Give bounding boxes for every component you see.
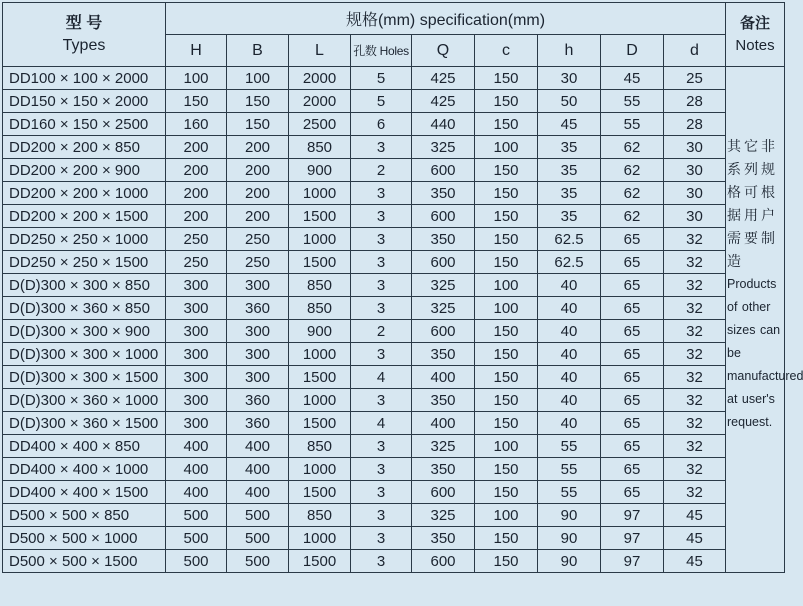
cell-Q: 325: [412, 274, 475, 297]
table-row: [3, 343, 785, 366]
cell-holes: 3: [351, 458, 412, 481]
cell-d: 32: [664, 343, 726, 366]
cell-B: 500: [227, 504, 289, 527]
cell-L: 1000: [289, 389, 351, 412]
cell-Q: 325: [412, 504, 475, 527]
cell-H: 300: [166, 366, 227, 389]
cell-B: 200: [227, 182, 289, 205]
cell-Q: 600: [412, 320, 475, 343]
spec-header: [166, 3, 726, 35]
cell-H: 160: [166, 113, 227, 136]
cell-holes: 5: [351, 67, 412, 90]
cell-type: DD200 × 200 × 1000: [3, 182, 166, 205]
cell-h: 35: [538, 136, 601, 159]
cell-holes: 4: [351, 412, 412, 435]
cell-c: 150: [475, 320, 538, 343]
spec-table: [2, 2, 803, 573]
cell-B: 300: [227, 366, 289, 389]
cell-type: D(D)300 × 300 × 900: [3, 320, 166, 343]
cell-d: 30: [664, 159, 726, 182]
cell-h: 40: [538, 343, 601, 366]
table-row: [3, 274, 785, 297]
table-row: [3, 389, 785, 412]
table-row: [3, 412, 785, 435]
cell-d: 32: [664, 320, 726, 343]
cell-H: 300: [166, 412, 227, 435]
table-row: [3, 136, 785, 159]
cell-B: 360: [227, 297, 289, 320]
cell-L: 1500: [289, 481, 351, 504]
cell-d: 32: [664, 458, 726, 481]
col-header-c: c: [475, 35, 538, 67]
cell-Q: 600: [412, 159, 475, 182]
cell-D: 65: [601, 366, 664, 389]
cell-h: 40: [538, 412, 601, 435]
notes-header-en: Notes: [735, 36, 775, 54]
cell-type: DD400 × 400 × 850: [3, 435, 166, 458]
cell-d: 30: [664, 136, 726, 159]
cell-B: 400: [227, 458, 289, 481]
table-row: [3, 550, 785, 573]
col-header-Q: Q: [412, 35, 475, 67]
cell-H: 300: [166, 297, 227, 320]
notes-header: [726, 3, 785, 67]
cell-holes: 3: [351, 274, 412, 297]
cell-D: 65: [601, 481, 664, 504]
cell-type: D(D)300 × 360 × 1500: [3, 412, 166, 435]
cell-type: D(D)300 × 300 × 1500: [3, 366, 166, 389]
cell-d: 28: [664, 113, 726, 136]
cell-H: 150: [166, 90, 227, 113]
cell-D: 55: [601, 113, 664, 136]
cell-d: 32: [664, 481, 726, 504]
cell-B: 150: [227, 113, 289, 136]
cell-type: D500 × 500 × 1500: [3, 550, 166, 573]
cell-type: DD150 × 150 × 2000: [3, 90, 166, 113]
cell-D: 62: [601, 182, 664, 205]
cell-H: 200: [166, 159, 227, 182]
cell-B: 400: [227, 435, 289, 458]
cell-d: 32: [664, 297, 726, 320]
cell-h: 35: [538, 159, 601, 182]
table-row: [3, 458, 785, 481]
cell-L: 1000: [289, 458, 351, 481]
cell-D: 65: [601, 412, 664, 435]
types-header-en: Types: [62, 36, 106, 54]
cell-L: 1000: [289, 527, 351, 550]
table-row: [3, 159, 785, 182]
cell-c: 100: [475, 136, 538, 159]
header-row-top: [3, 3, 785, 35]
cell-Q: 600: [412, 205, 475, 228]
cell-L: 1000: [289, 182, 351, 205]
cell-h: 35: [538, 182, 601, 205]
cell-L: 900: [289, 320, 351, 343]
cell-H: 400: [166, 458, 227, 481]
cell-h: 90: [538, 527, 601, 550]
cell-Q: 600: [412, 550, 475, 573]
cell-d: 25: [664, 67, 726, 90]
cell-h: 50: [538, 90, 601, 113]
table-row: [3, 320, 785, 343]
cell-B: 250: [227, 228, 289, 251]
cell-d: 28: [664, 90, 726, 113]
cell-c: 150: [475, 343, 538, 366]
cell-type: D(D)300 × 360 × 850: [3, 297, 166, 320]
cell-Q: 350: [412, 458, 475, 481]
cell-Q: 440: [412, 113, 475, 136]
notes-text-cn: 其它非系列规格可根据用户需要制造: [727, 138, 779, 269]
cell-c: 150: [475, 527, 538, 550]
cell-h: 62.5: [538, 251, 601, 274]
cell-Q: 600: [412, 481, 475, 504]
table-body: [3, 67, 803, 573]
cell-holes: 3: [351, 527, 412, 550]
cell-D: 45: [601, 67, 664, 90]
types-header: [3, 3, 166, 67]
cell-L: 2500: [289, 113, 351, 136]
cell-c: 100: [475, 435, 538, 458]
cell-D: 97: [601, 527, 664, 550]
cell-holes: 5: [351, 90, 412, 113]
cell-type: DD400 × 400 × 1000: [3, 458, 166, 481]
cell-h: 35: [538, 205, 601, 228]
cell-B: 300: [227, 343, 289, 366]
cell-B: 500: [227, 527, 289, 550]
col-header-holes: 孔数 Holes: [351, 35, 412, 67]
table-row: [3, 481, 785, 504]
spec-table-sheet: [2, 2, 803, 604]
cell-holes: 3: [351, 435, 412, 458]
cell-d: 30: [664, 205, 726, 228]
cell-D: 65: [601, 320, 664, 343]
cell-c: 150: [475, 159, 538, 182]
col-header-d: d: [664, 35, 726, 67]
cell-Q: 600: [412, 251, 475, 274]
spec-header-label: 规格(mm) specification(mm): [345, 12, 546, 29]
cell-H: 200: [166, 182, 227, 205]
cell-type: DD200 × 200 × 900: [3, 159, 166, 182]
cell-H: 250: [166, 228, 227, 251]
table-row: [3, 113, 785, 136]
cell-holes: 3: [351, 481, 412, 504]
cell-type: D(D)300 × 360 × 1000: [3, 389, 166, 412]
cell-L: 850: [289, 136, 351, 159]
table-row: [3, 182, 785, 205]
cell-H: 300: [166, 343, 227, 366]
cell-holes: 3: [351, 504, 412, 527]
cell-D: 97: [601, 504, 664, 527]
cell-D: 62: [601, 136, 664, 159]
cell-h: 40: [538, 320, 601, 343]
cell-c: 150: [475, 458, 538, 481]
cell-c: 150: [475, 182, 538, 205]
table-row: [3, 435, 785, 458]
cell-D: 65: [601, 274, 664, 297]
cell-L: 1500: [289, 366, 351, 389]
cell-Q: 425: [412, 90, 475, 113]
cell-Q: 350: [412, 527, 475, 550]
cell-h: 55: [538, 481, 601, 504]
cell-holes: 3: [351, 136, 412, 159]
cell-D: 97: [601, 550, 664, 573]
cell-type: DD100 × 100 × 2000: [3, 67, 166, 90]
cell-H: 200: [166, 205, 227, 228]
cell-Q: 350: [412, 228, 475, 251]
cell-holes: 4: [351, 366, 412, 389]
cell-c: 100: [475, 274, 538, 297]
cell-B: 200: [227, 136, 289, 159]
cell-type: DD200 × 200 × 1500: [3, 205, 166, 228]
cell-c: 150: [475, 481, 538, 504]
cell-L: 1500: [289, 205, 351, 228]
cell-holes: 3: [351, 182, 412, 205]
table-row: [3, 527, 785, 550]
cell-Q: 350: [412, 389, 475, 412]
cell-D: 65: [601, 435, 664, 458]
cell-d: 45: [664, 550, 726, 573]
cell-B: 360: [227, 412, 289, 435]
cell-B: 360: [227, 389, 289, 412]
cell-c: 150: [475, 550, 538, 573]
cell-D: 62: [601, 159, 664, 182]
cell-type: DD200 × 200 × 850: [3, 136, 166, 159]
cell-Q: 325: [412, 136, 475, 159]
col-header-h: h: [538, 35, 601, 67]
cell-Q: 400: [412, 366, 475, 389]
cell-H: 500: [166, 504, 227, 527]
cell-B: 500: [227, 550, 289, 573]
table-row: [3, 90, 785, 113]
cell-D: 65: [601, 343, 664, 366]
cell-B: 200: [227, 205, 289, 228]
cell-c: 150: [475, 251, 538, 274]
table-row: [3, 67, 785, 90]
col-header-D: D: [601, 35, 664, 67]
col-header-H: H: [166, 35, 227, 67]
cell-H: 300: [166, 274, 227, 297]
table-row: [3, 366, 785, 389]
cell-holes: 2: [351, 159, 412, 182]
cell-L: 2000: [289, 90, 351, 113]
cell-h: 90: [538, 504, 601, 527]
cell-type: DD250 × 250 × 1000: [3, 228, 166, 251]
table-row: [3, 504, 785, 527]
cell-holes: 3: [351, 550, 412, 573]
cell-d: 45: [664, 504, 726, 527]
cell-L: 900: [289, 159, 351, 182]
cell-d: 45: [664, 527, 726, 550]
cell-h: 40: [538, 297, 601, 320]
cell-B: 150: [227, 90, 289, 113]
cell-holes: 3: [351, 389, 412, 412]
cell-h: 40: [538, 389, 601, 412]
cell-D: 55: [601, 90, 664, 113]
cell-type: D(D)300 × 300 × 1000: [3, 343, 166, 366]
cell-H: 200: [166, 136, 227, 159]
col-header-B: B: [227, 35, 289, 67]
table-row: [3, 297, 785, 320]
cell-L: 1000: [289, 228, 351, 251]
cell-L: 1500: [289, 251, 351, 274]
cell-d: 32: [664, 228, 726, 251]
cell-d: 32: [664, 366, 726, 389]
cell-Q: 325: [412, 297, 475, 320]
cell-D: 62: [601, 205, 664, 228]
cell-D: 65: [601, 297, 664, 320]
cell-Q: 400: [412, 412, 475, 435]
cell-type: DD250 × 250 × 1500: [3, 251, 166, 274]
cell-h: 40: [538, 366, 601, 389]
cell-Q: 425: [412, 67, 475, 90]
cell-L: 2000: [289, 67, 351, 90]
cell-H: 300: [166, 320, 227, 343]
cell-c: 150: [475, 228, 538, 251]
cell-h: 45: [538, 113, 601, 136]
cell-H: 500: [166, 550, 227, 573]
cell-L: 1500: [289, 550, 351, 573]
cell-c: 150: [475, 67, 538, 90]
cell-holes: 3: [351, 251, 412, 274]
cell-d: 32: [664, 389, 726, 412]
cell-B: 300: [227, 320, 289, 343]
cell-H: 500: [166, 527, 227, 550]
cell-L: 850: [289, 435, 351, 458]
cell-D: 65: [601, 251, 664, 274]
cell-L: 850: [289, 504, 351, 527]
cell-B: 250: [227, 251, 289, 274]
cell-c: 100: [475, 504, 538, 527]
cell-d: 32: [664, 251, 726, 274]
cell-d: 32: [664, 274, 726, 297]
cell-holes: 6: [351, 113, 412, 136]
cell-holes: 3: [351, 205, 412, 228]
cell-holes: 3: [351, 343, 412, 366]
cell-L: 1500: [289, 412, 351, 435]
cell-h: 55: [538, 435, 601, 458]
cell-Q: 325: [412, 435, 475, 458]
cell-h: 55: [538, 458, 601, 481]
table-row: [3, 205, 785, 228]
cell-B: 200: [227, 159, 289, 182]
cell-d: 32: [664, 435, 726, 458]
cell-L: 1000: [289, 343, 351, 366]
cell-D: 65: [601, 228, 664, 251]
cell-h: 90: [538, 550, 601, 573]
cell-H: 400: [166, 481, 227, 504]
cell-Q: 350: [412, 182, 475, 205]
cell-c: 100: [475, 297, 538, 320]
table-row: [3, 251, 785, 274]
cell-h: 30: [538, 67, 601, 90]
cell-B: 400: [227, 481, 289, 504]
cell-holes: 3: [351, 297, 412, 320]
cell-H: 400: [166, 435, 227, 458]
cell-type: DD400 × 400 × 1500: [3, 481, 166, 504]
types-header-cn: 型 号: [65, 14, 103, 32]
cell-type: DD160 × 150 × 2500: [3, 113, 166, 136]
cell-Q: 350: [412, 343, 475, 366]
cell-D: 65: [601, 458, 664, 481]
notes-header-cn: 备注: [740, 14, 771, 32]
cell-c: 150: [475, 389, 538, 412]
cell-type: D500 × 500 × 1000: [3, 527, 166, 550]
cell-type: D500 × 500 × 850: [3, 504, 166, 527]
cell-L: 850: [289, 297, 351, 320]
col-header-L: L: [289, 35, 351, 67]
cell-type: D(D)300 × 300 × 850: [3, 274, 166, 297]
cell-H: 300: [166, 389, 227, 412]
cell-h: 40: [538, 274, 601, 297]
cell-d: 30: [664, 182, 726, 205]
cell-H: 250: [166, 251, 227, 274]
cell-c: 150: [475, 366, 538, 389]
cell-holes: 2: [351, 320, 412, 343]
cell-c: 150: [475, 113, 538, 136]
cell-d: 32: [664, 412, 726, 435]
cell-c: 150: [475, 90, 538, 113]
table-row: [3, 228, 785, 251]
notes-cell: [726, 67, 803, 573]
cell-holes: 3: [351, 228, 412, 251]
cell-B: 100: [227, 67, 289, 90]
cell-B: 300: [227, 274, 289, 297]
cell-L: 850: [289, 274, 351, 297]
cell-D: 65: [601, 389, 664, 412]
notes-text-en: Products of other sizes can be manufactured at user's request.: [727, 277, 803, 429]
cell-H: 100: [166, 67, 227, 90]
cell-c: 150: [475, 205, 538, 228]
cell-c: 150: [475, 412, 538, 435]
cell-h: 62.5: [538, 228, 601, 251]
